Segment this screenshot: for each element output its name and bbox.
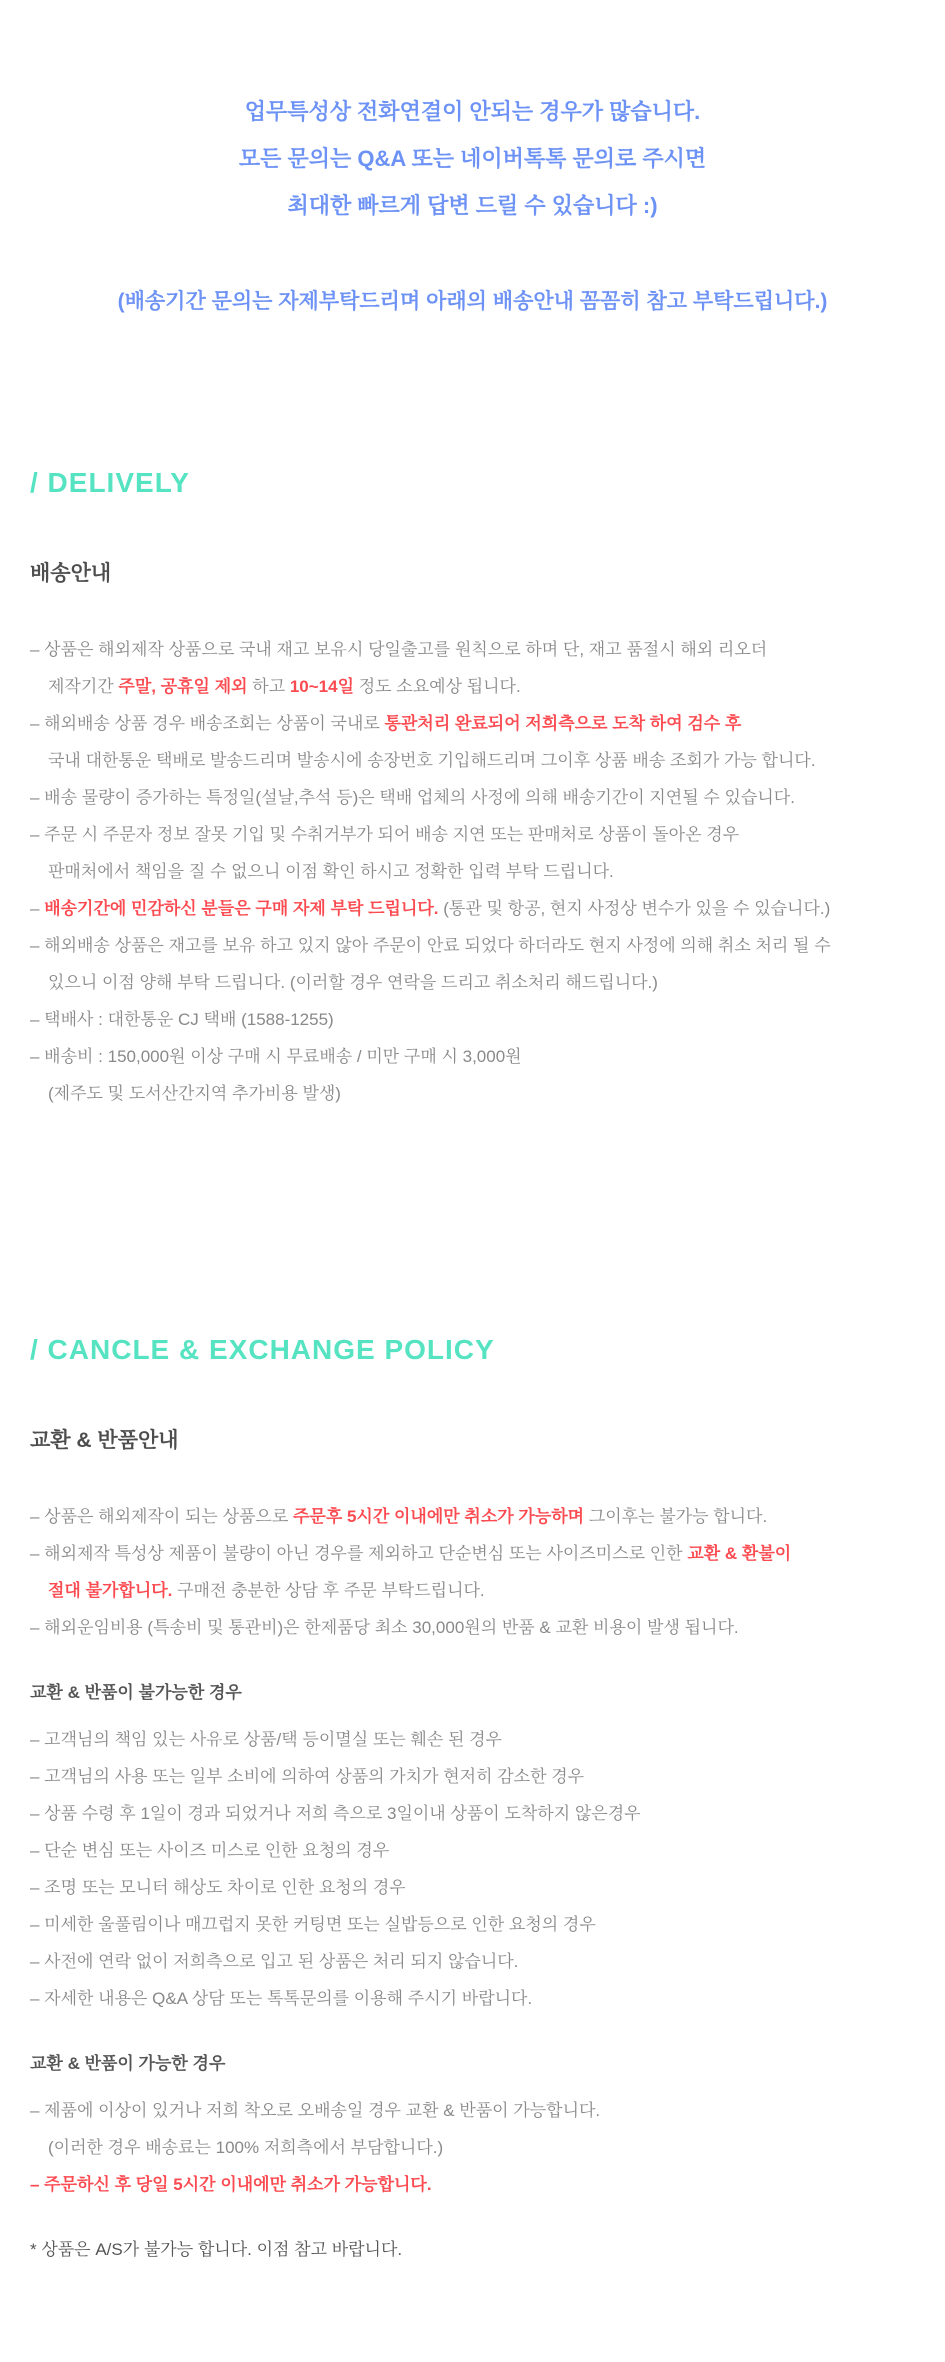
policy-line	[30, 2166, 917, 2203]
text-segment: – 해외배송 상품 경우 배송조회는 상품이 국내로	[30, 714, 385, 733]
emphasis-text-segment: – 주문하신 후 당일 5시간 이내에만 취소가 가능합니다.	[30, 2175, 432, 2194]
exchange-impossible-heading: 교환 & 반품이 불가능한 경우	[30, 1683, 242, 1702]
policy-line	[30, 1906, 917, 1943]
delivery-section-heading: / DELIVELY	[30, 467, 190, 498]
text-segment: – 해외배송 상품은 재고를 보유 하고 있지 않아 주문이 안료 되었다 하더라도 현지 사정에 의해 취소 처리 될 수	[30, 936, 831, 955]
policy-line	[30, 1721, 917, 1758]
emphasis-text-segment: 주말, 공휴일 제외	[118, 677, 248, 696]
text-segment: 판매처에서 책임을 질 수 없으니 이점 확인 하시고 정확한 입력 부탁 드립니다.	[48, 862, 614, 881]
policy-line	[30, 1758, 917, 1795]
text-segment: (제주도 및 도서산간지역 추가비용 발생)	[48, 1084, 341, 1103]
as-unavailable-note: * 상품은 A/S가 불가능 합니다. 이점 참고 바랍니다.	[30, 2240, 403, 2259]
text-segment: – 고객님의 사용 또는 일부 소비에 의하여 상품의 가치가 현저히 감소한 경우	[30, 1767, 585, 1786]
contact-notice-line: 업무특성상 전화연결이 안되는 경우가 많습니다.	[244, 99, 701, 124]
policy-line	[30, 705, 917, 742]
contact-notice	[0, 0, 945, 229]
policy-line	[30, 1869, 917, 1906]
exchange-policy-list	[30, 1498, 917, 1646]
policy-line	[30, 1832, 917, 1869]
delivery-section	[30, 467, 917, 1112]
policy-line	[30, 1075, 917, 1112]
policy-line	[30, 1943, 917, 1980]
emphasis-text-segment: 절대 불가합니다.	[48, 1581, 173, 1600]
delivery-inquiry-note: (배송기간 문의는 자제부탁드리며 아래의 배송안내 꼼꼼히 참고 부탁드립니다.)	[117, 290, 828, 313]
text-segment: – 상품은 해외제작이 되는 상품으로	[30, 1507, 293, 1526]
text-segment: – 단순 변심 또는 사이즈 미스로 인한 요청의 경우	[30, 1841, 390, 1860]
text-segment: 국내 대한통운 택배로 발송드리며 발송시에 송장번호 기입해드리며 그이후 상품 배송 조회가 가능 합니다.	[48, 751, 816, 770]
policy-line	[30, 631, 917, 668]
delivery-subheading: 배송안내	[30, 562, 112, 585]
exchange-possible-heading: 교환 & 반품이 가능한 경우	[30, 2054, 226, 2073]
text-segment: 있으니 이점 양해 부탁 드립니다. (이러할 경우 연락을 드리고 취소처리 해드립니다.)	[48, 973, 658, 992]
text-segment: – 택배사 : 대한통운 CJ 택배 (1588-1255)	[30, 1010, 334, 1029]
text-segment: – 조명 또는 모니터 해상도 차이로 인한 요청의 경우	[30, 1878, 406, 1897]
text-segment: – 해외제작 특성상 제품이 불량이 아닌 경우를 제외하고 단순변심 또는 사이즈미스로 인한	[30, 1544, 688, 1563]
text-segment: –	[30, 899, 45, 918]
text-segment: 그이후는 불가능 합니다.	[584, 1507, 768, 1526]
policy-line	[30, 964, 917, 1001]
policy-line	[30, 742, 917, 779]
contact-notice-line: 최대한 빠르게 답변 드릴 수 있습니다 :)	[287, 193, 658, 218]
text-segment: – 제품에 이상이 있거나 저희 착오로 오배송일 경우 교환 & 반품이 가능합니다.	[30, 2101, 601, 2120]
policy-line	[30, 1572, 917, 1609]
text-segment: – 주문 시 주문자 정보 잘못 기입 및 수취거부가 되어 배송 지연 또는 판매처로 상품이 돌아온 경우	[30, 825, 740, 844]
text-segment: – 미세한 울풀림이나 매끄럽지 못한 커팅면 또는 실밥등으로 인한 요청의 경우	[30, 1915, 596, 1934]
delivery-policy-list	[30, 631, 917, 1112]
contact-notice-line: 모든 문의는 Q&A 또는 네이버톡톡 문의로 주시면	[238, 146, 707, 171]
policy-line	[30, 2129, 917, 2166]
policy-line	[30, 1609, 917, 1646]
text-segment: 구매전 충분한 상담 후 주문 부탁드립니다.	[172, 1581, 485, 1600]
policy-line	[30, 816, 917, 853]
emphasis-text-segment: 주문후 5시간 이내에만 취소가 가능하며	[292, 1507, 585, 1526]
text-segment: (통관 및 항공, 현지 사정상 변수가 있을 수 있습니다.)	[438, 899, 831, 918]
policy-line	[30, 779, 917, 816]
policy-line	[30, 1795, 917, 1832]
policy-line	[30, 1001, 917, 1038]
exchange-impossible-list	[30, 1721, 917, 2017]
emphasis-text-segment: 10~14일	[289, 677, 355, 696]
text-segment: – 자세한 내용은 Q&A 상담 또는 톡톡문의를 이용해 주시기 바랍니다.	[30, 1989, 533, 2008]
text-segment: – 고객님의 책임 있는 사유로 상품/택 등이멸실 또는 훼손 된 경우	[30, 1730, 502, 1749]
policy-line	[30, 927, 917, 964]
text-segment: 정도 소요예상 됩니다.	[354, 677, 521, 696]
exchange-subheading: 교환 & 반품안내	[30, 1429, 179, 1452]
policy-line	[30, 1980, 917, 2017]
text-segment: – 배송 물량이 증가하는 특정일(설날,추석 등)은 택배 업체의 사정에 의해 배송기간이 지연될 수 있습니다.	[30, 788, 795, 807]
text-segment: 제작기간	[48, 677, 119, 696]
text-segment: – 사전에 연락 없이 저희측으로 입고 된 상품은 처리 되지 않습니다.	[30, 1952, 519, 1971]
text-segment: (이러한 경우 배송료는 100% 저희측에서 부담합니다.)	[48, 2138, 444, 2157]
policy-line	[30, 2092, 917, 2129]
policy-line	[30, 668, 917, 705]
text-segment: – 해외운임비용 (특송비 및 통관비)은 한제품당 최소 30,000원의 반품 & 교환 비용이 발생 됩니다.	[30, 1618, 739, 1637]
exchange-possible-list	[30, 2092, 917, 2203]
policy-line	[30, 1498, 917, 1535]
policy-line	[30, 1038, 917, 1075]
emphasis-text-segment: 교환 & 환불이	[687, 1544, 792, 1563]
emphasis-text-segment: 배송기간에 민감하신 분들은 구매 자제 부탁 드립니다.	[44, 899, 439, 918]
text-segment: – 상품 수령 후 1일이 경과 되었거나 저희 측으로 3일이내 상품이 도착하지 않은경우	[30, 1804, 641, 1823]
emphasis-text-segment: 통관처리 완료되어 저희측으로 도착 하여 검수 후	[384, 714, 742, 733]
policy-line	[30, 853, 917, 890]
text-segment: – 상품은 해외제작 상품으로 국내 재고 보유시 당일출고를 원칙으로 하며 단, 재고 품절시 해외 리오더	[30, 640, 768, 659]
exchange-section	[30, 1334, 917, 2268]
exchange-section-heading: / CANCLE & EXCHANGE POLICY	[30, 1334, 495, 1365]
text-segment: – 배송비 : 150,000원 이상 구매 시 무료배송 / 미만 구매 시 3,000원	[30, 1047, 522, 1066]
policy-line	[30, 890, 917, 927]
text-segment: 하고	[247, 677, 290, 696]
policy-line	[30, 1535, 917, 1572]
